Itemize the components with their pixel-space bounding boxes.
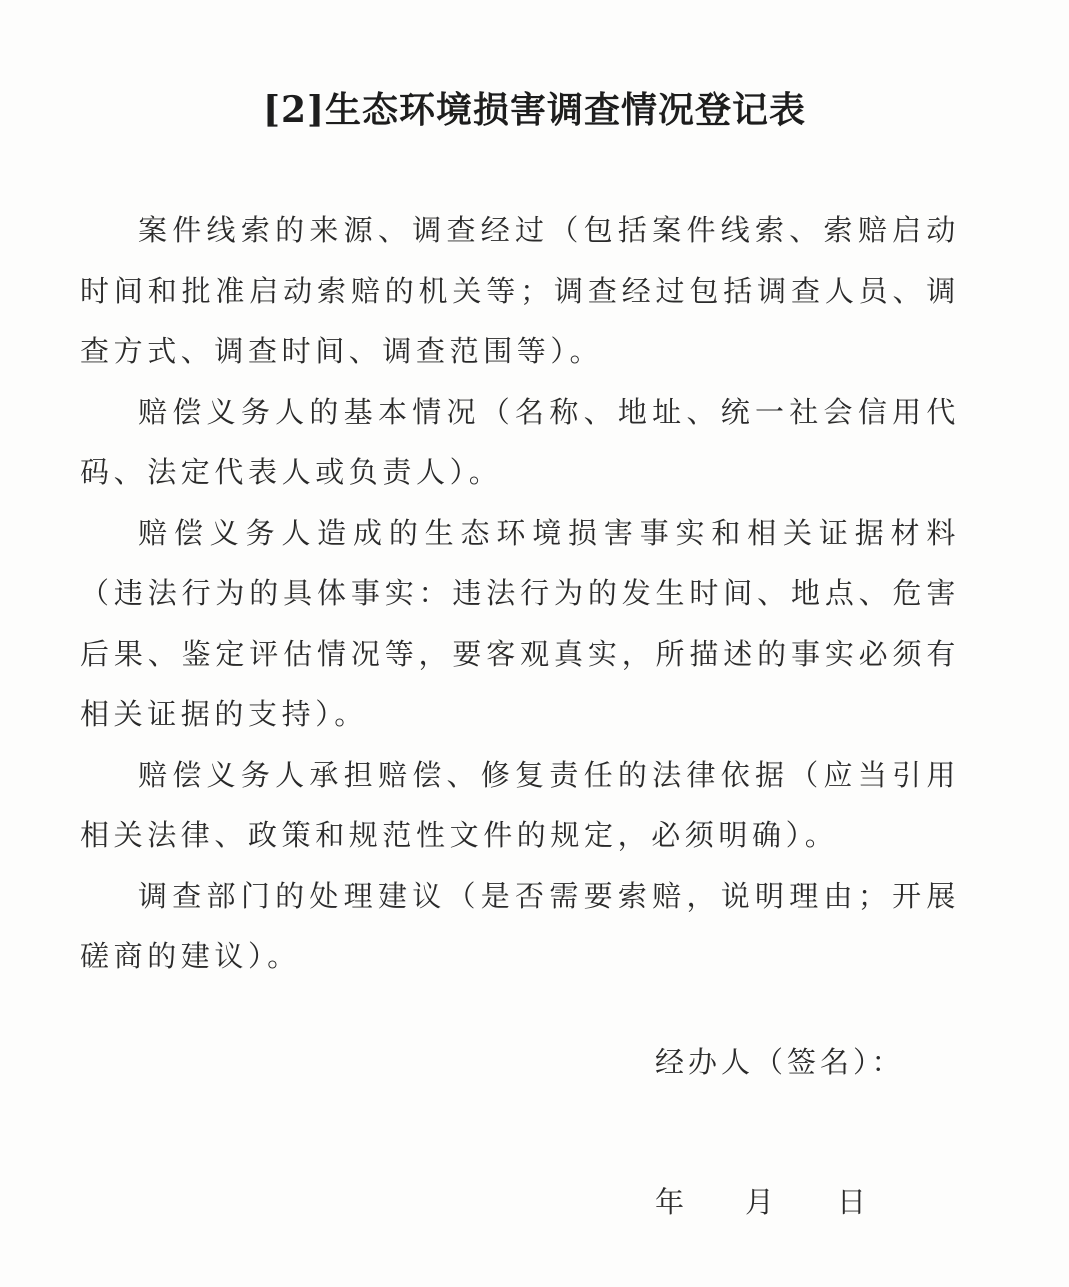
date-day-label: 日 — [837, 1185, 867, 1219]
date-month-label: 月 — [745, 1185, 775, 1219]
date-year-label: 年 — [655, 1185, 685, 1219]
paragraph-case-source: 案件线索的来源、调查经过（包括案件线索、索赔启动时间和批准启动索赔的机关等；调查经过包括调查人员、调查方式、调查时间、调查范围等）。 — [80, 213, 960, 368]
document-title: [2]生态环境损害调查情况登记表 — [262, 89, 807, 131]
document-body — [80, 200, 960, 987]
paragraph-handling-advice: 调查部门的处理建议（是否需要索赔，说明理由；开展磋商的建议）。 — [80, 878, 960, 973]
paragraph-obligor-info: 赔偿义务人的基本情况（名称、地址、统一社会信用代码、法定代表人或负责人）。 — [80, 394, 960, 489]
date-row — [655, 1180, 866, 1221]
paragraph-legal-basis: 赔偿义务人承担赔偿、修复责任的法律依据（应当引用相关法律、政策和规范性文件的规定，必须明确）。 — [80, 757, 960, 852]
paragraph-damage-facts: 赔偿义务人造成的生态环境损害事实和相关证据材料（违法行为的具体事实：违法行为的发生时间、地点、危害后果、鉴定评估情况等，要客观真实，所描述的事实必须有相关证据的支持）。 — [80, 515, 960, 731]
signature-label: 经办人（签名）： — [655, 1045, 905, 1079]
show-through-bleed — [345, 14, 725, 54]
